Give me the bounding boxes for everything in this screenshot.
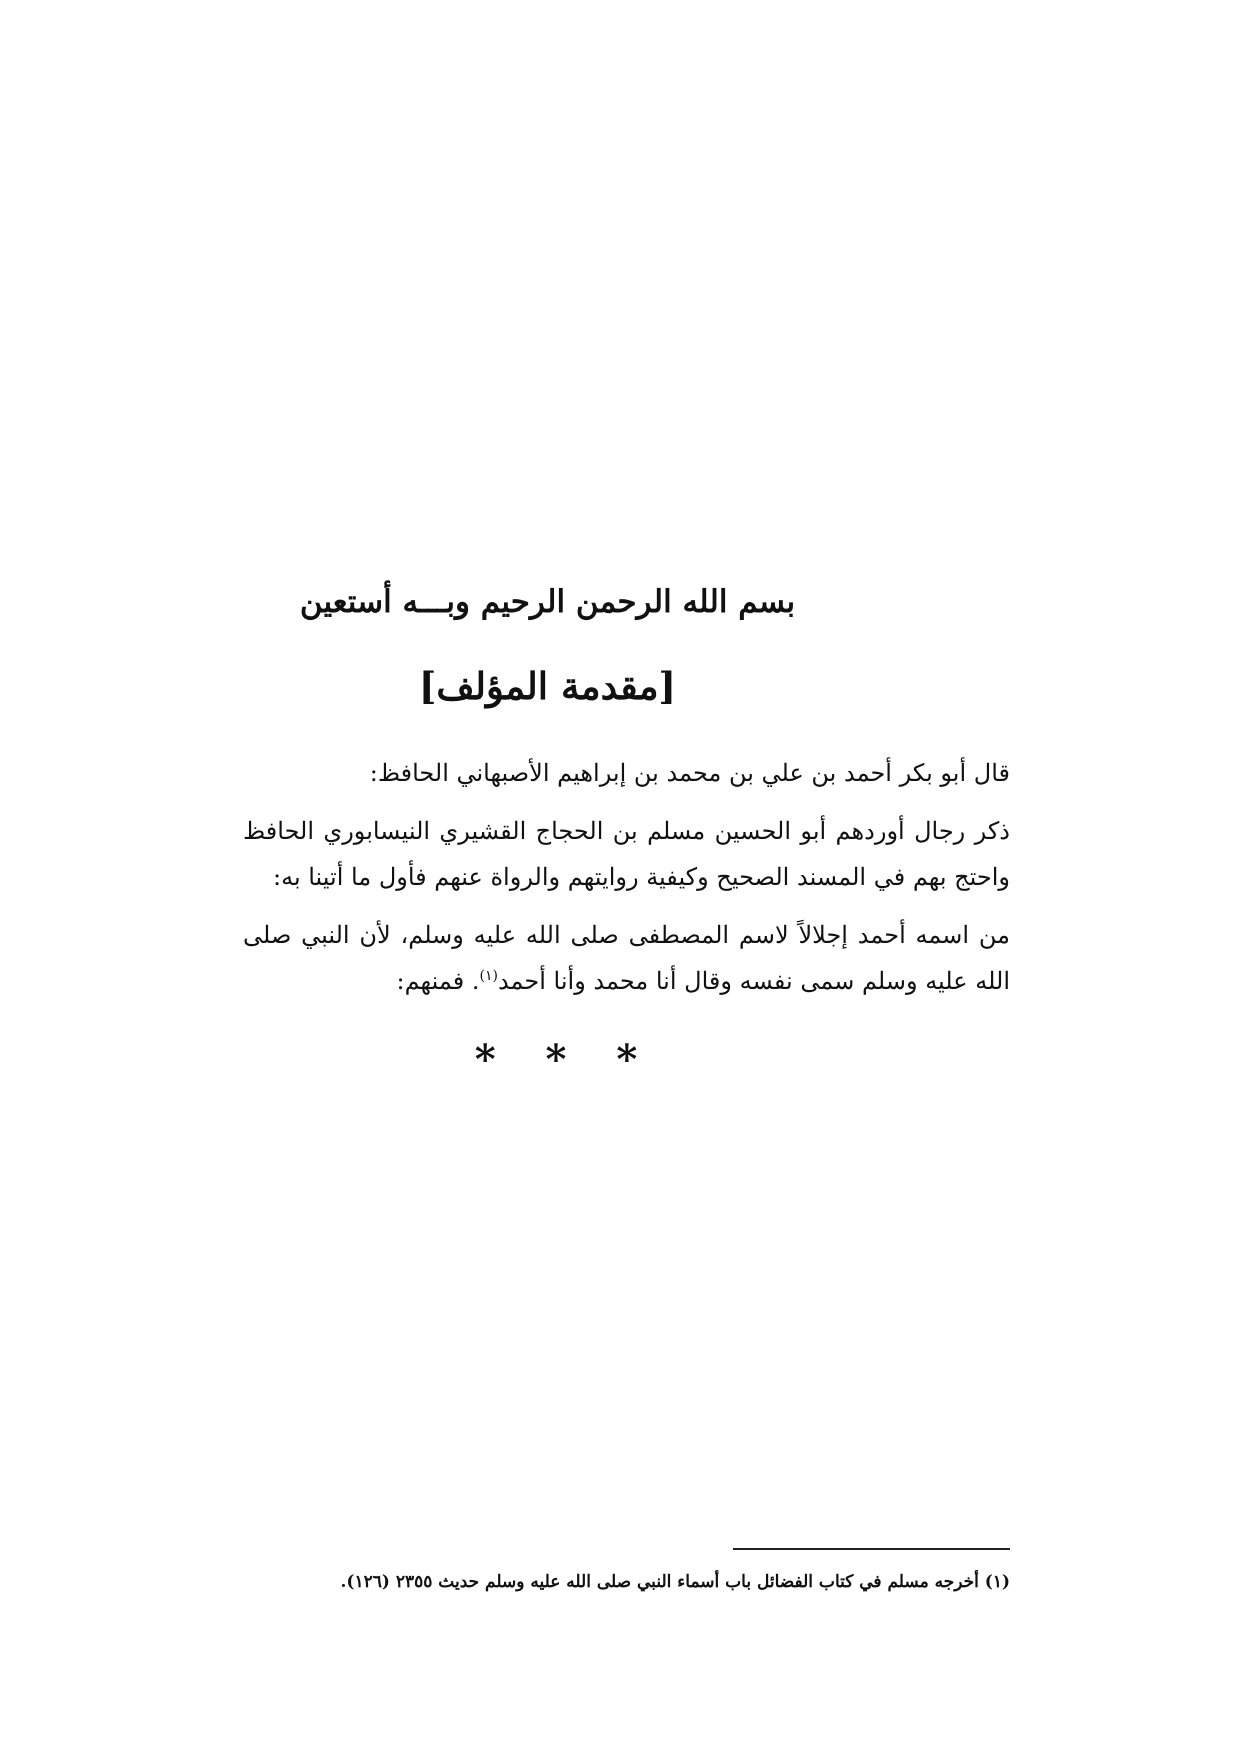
footnote-divider	[733, 1548, 1010, 1550]
paragraph-narrators: ذكر رجال أوردهم أبو الحسين مسلم بن الحجاج القشيري النيسابوري الحافظ واحتج بهم في المسند الصحيح وكيفية روايتهم والرواة عنهم فأول ما أتينا به:	[243, 817, 1010, 891]
basmala: بسم الله الرحمن الرحيم وبـــه أستعين	[299, 584, 796, 620]
footnote-marker: (١)	[479, 968, 498, 984]
paragraph-author-intro: قال أبو بكر أحمد بن علي بن محمد بن إبراهيم الأصبهاني الحافظ:	[369, 759, 1010, 787]
paragraph-ahmad	[243, 912, 1010, 1004]
paragraph-ahmad-ending: . فمنهم:	[396, 967, 480, 995]
footnote: (١) أخرجه مسلم في كتاب الفضائل باب أسماء النبي صلى الله عليه وسلم حديث ٢٣٥٥ (١٢٦).	[340, 1572, 1010, 1592]
section-separator: * * *	[474, 1036, 656, 1083]
section-heading: [مقدمة المؤلف]	[418, 664, 677, 708]
paragraph-ahmad-text: من اسمه أحمد إجلالاً لاسم المصطفى صلى الله عليه وسلم، لأن النبي صلى الله عليه وسلم سمى نفسه وقال أنا محمد وأنا أحمد	[243, 921, 1010, 995]
